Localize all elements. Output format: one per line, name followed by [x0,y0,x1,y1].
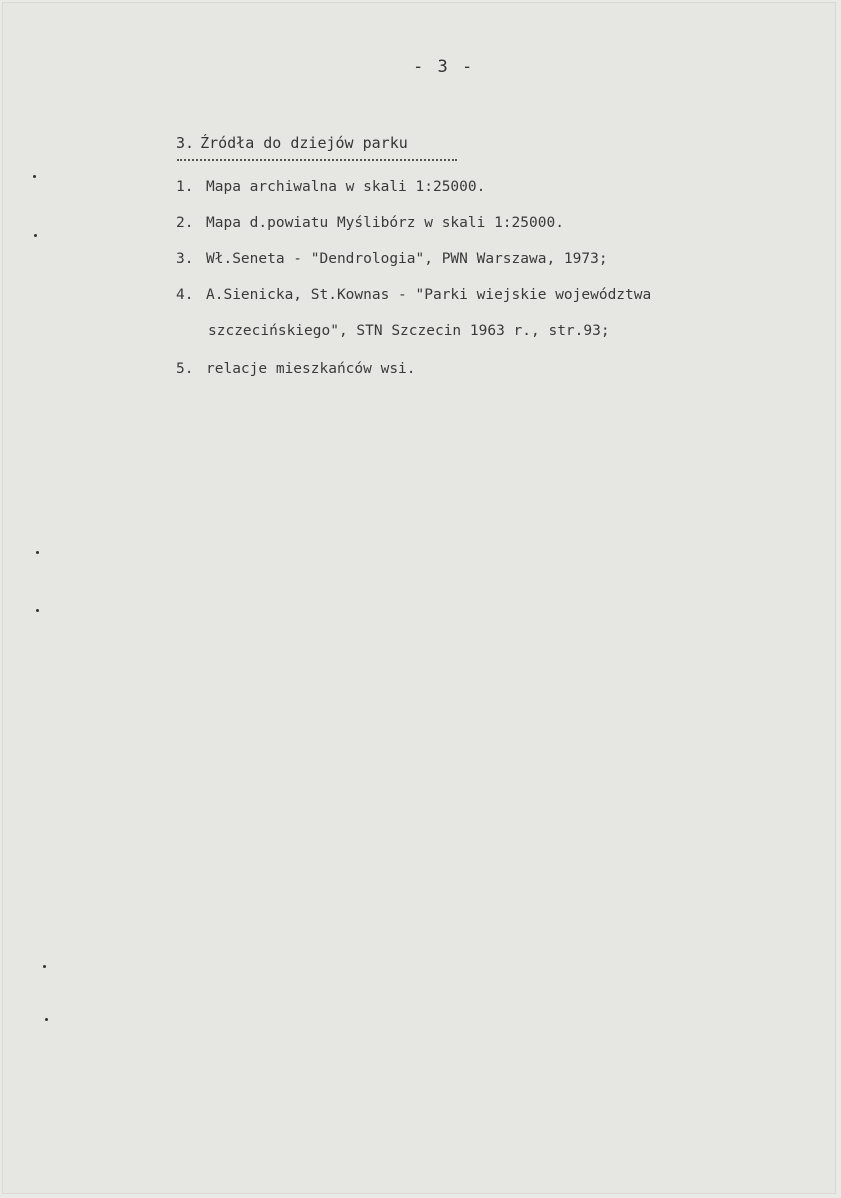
page-number: - 3 - [413,57,475,77]
item-text-continuation: szczecińskiego", STN Szczecin 1963 r., str.93; [208,323,610,339]
item-number: 3. [176,251,194,267]
heading-underline [177,159,457,161]
section-heading [176,134,408,152]
item-text: A.Sienicka, St.Kownas - "Parki wiejskie województwa [206,287,652,303]
section-title: Źródła do dziejów parku [200,134,408,152]
item-number: 2. [176,215,194,231]
item-text: Mapa archiwalna w skali 1:25000. [206,179,486,195]
sources-list [176,175,651,393]
list-item [176,247,651,283]
list-item [176,283,651,357]
document-page [2,2,836,1194]
item-text: Wł.Seneta - "Dendrologia", PWN Warszawa, 1973; [206,251,608,267]
item-text: Mapa d.powiatu Myślibórz w skali 1:25000. [206,215,564,231]
margin-mark [43,965,46,968]
list-item [176,357,651,393]
margin-mark [34,234,37,237]
section-number: 3. [176,134,195,152]
item-number: 4. [176,287,194,303]
margin-mark [33,175,36,178]
margin-mark [45,1018,48,1021]
item-number: 5. [176,361,194,377]
list-item [176,175,651,211]
margin-mark [36,609,39,612]
item-text: relacje mieszkańców wsi. [206,361,416,377]
item-number: 1. [176,179,194,195]
list-item [176,211,651,247]
margin-mark [36,551,39,554]
